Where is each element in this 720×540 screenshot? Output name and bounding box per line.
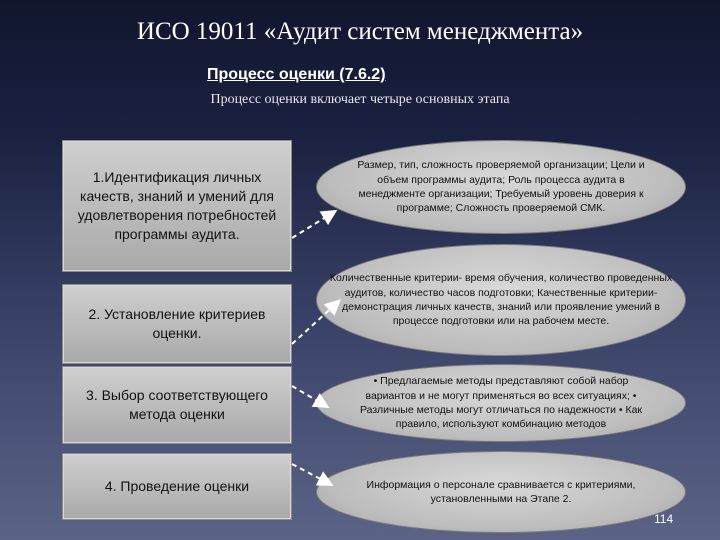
detail-2-text: Количественные критерии- время обучения, количество проведенных аудитов, количество часов подготовки; Качественные критерии- демонстрация личных качеств, знаний или проявление умений в процессе подготовки или на рабочем месте.: [329, 272, 673, 328]
slide-title: ИСО 19011 «Аудит систем менеджмента»: [136, 18, 584, 45]
stage-4-box: [62, 453, 292, 520]
page-number: 114: [654, 512, 674, 526]
stage-2-box: [62, 284, 292, 364]
stage-4-label: 4. Проведение оценки: [104, 478, 250, 495]
slide-subtitle: Процесс оценки (7.6.2): [207, 66, 386, 83]
detail-ellipse-3: [316, 364, 686, 442]
stage-1-box: [62, 140, 292, 272]
detail-ellipse-2: [316, 244, 686, 356]
stage-1-label: 1.Идентификация личных качеств, знаний и умений для удовлетворения потребностей программы аудита.: [77, 169, 277, 242]
intro-text: Процесс оценки включает четыре основных этапа: [210, 92, 510, 107]
stage-3-label: 3. Выбор соответствующего метода оценки: [86, 387, 268, 422]
stage-2-label: 2. Установление критериев оценки.: [88, 306, 266, 341]
detail-ellipse-4: [316, 451, 686, 533]
detail-3-text: • Предлагаемые методы представляют собой набор вариантов и не могут применяться во всех ситуациях; • Различные методы могут отличаться по надежности • Как правило, используют комбинацию методов: [359, 375, 643, 431]
detail-4-text: Информация о персонале сравнивается с критериями, установленными на Этапе 2.: [366, 478, 636, 505]
detail-ellipse-1: [316, 140, 686, 234]
detail-1-text: Размер, тип, сложность проверяемой организации; Цели и объем программы аудита; Роль процесса аудита в менеджменте организации; Требуемый уровень доверия к программе; Сложность проверяемой СМК.: [357, 159, 645, 215]
stage-3-box: [62, 366, 292, 444]
